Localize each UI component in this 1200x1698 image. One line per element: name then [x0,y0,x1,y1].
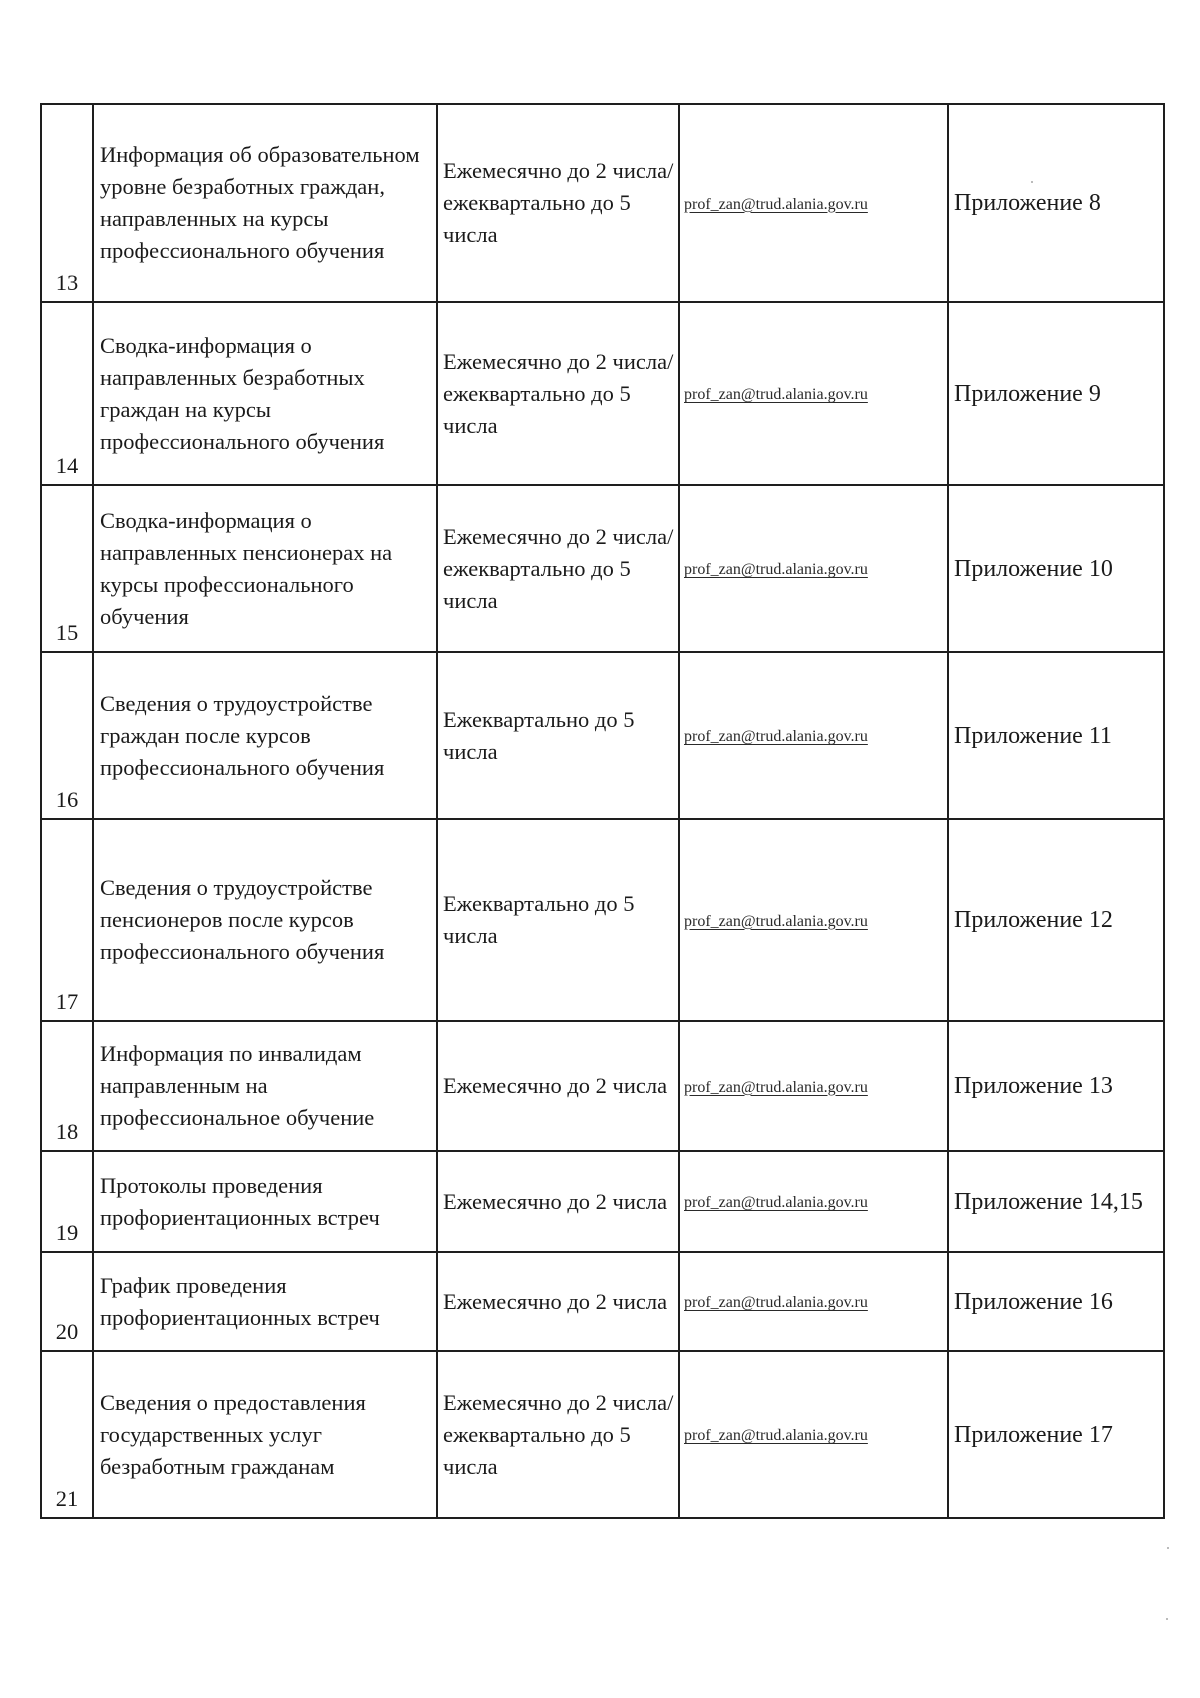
row-number: 13 [41,104,93,302]
appendix-cell [948,819,1164,1021]
report-period: Ежемесячно до 2 числа [437,1021,679,1151]
email-cell [679,1021,948,1151]
table-row [41,1021,1164,1151]
email-link[interactable]: prof_zan@trud.alania.gov.ru [684,1194,868,1211]
email-link[interactable]: prof_zan@trud.alania.gov.ru [684,1078,868,1096]
email-cell [679,1351,948,1518]
table-row [41,485,1164,652]
appendix-cell [948,652,1164,819]
appendix-cell [948,1021,1164,1151]
table-row [41,819,1164,1021]
appendix-label: Приложение 10 [954,555,1113,582]
appendix-cell [948,1151,1164,1252]
table-row [41,1252,1164,1351]
appendix-cell [948,1351,1164,1518]
report-name: График проведения профориентационных встреч [93,1252,437,1351]
email-cell [679,1151,948,1252]
appendix-cell [948,485,1164,652]
email-link[interactable]: prof_zan@trud.alania.gov.ru [684,561,868,578]
appendix-cell [948,1252,1164,1351]
report-name: Информация по инвалидам направленным на профессиональное обучение [93,1021,437,1151]
scan-speck [1031,181,1033,183]
email-cell [679,1252,948,1351]
email-link[interactable]: prof_zan@trud.alania.gov.ru [684,912,868,930]
email-cell [679,104,948,302]
report-name: Сведения о трудоустройстве пенсионеров после курсов профессионального обучения [93,819,437,1021]
report-period: Ежеквартально до 5 числа [437,652,679,819]
row-number: 15 [41,485,93,652]
row-number: 20 [41,1252,93,1351]
report-name: Протоколы проведения профориентационных встреч [93,1151,437,1252]
email-cell [679,652,948,819]
email-link[interactable]: prof_zan@trud.alania.gov.ru [684,1427,868,1444]
reporting-table [40,103,1165,1519]
email-link[interactable]: prof_zan@trud.alania.gov.ru [684,386,868,403]
appendix-label: Приложение 13 [954,1073,1113,1099]
appendix-label: Приложение 14,15 [954,1188,1143,1215]
row-number: 19 [41,1151,93,1252]
row-number: 18 [41,1021,93,1151]
email-cell [679,302,948,485]
email-link[interactable]: prof_zan@trud.alania.gov.ru [684,728,868,745]
report-name: Сводка-информация о направленных пенсионерах на курсы профессионального обучения [93,485,437,652]
report-name: Информация об образовательном уровне безработных граждан, направленных на курсы профессионального обучения [93,104,437,302]
report-period: Ежемесячно до 2 числа/ ежеквартально до 5 числа [437,1351,679,1518]
appendix-label: Приложение 12 [954,907,1113,933]
appendix-cell [948,302,1164,485]
email-link[interactable]: prof_zan@trud.alania.gov.ru [684,1294,868,1311]
report-period: Ежемесячно до 2 числа [437,1151,679,1252]
row-number: 21 [41,1351,93,1518]
row-number: 17 [41,819,93,1021]
report-period: Ежемесячно до 2 числа/ ежеквартально до 5 числа [437,485,679,652]
table-row [41,104,1164,302]
report-name: Сведения о предоставления государственных услуг безработным гражданам [93,1351,437,1518]
appendix-label: Приложение 8 [954,190,1101,216]
report-period: Ежемесячно до 2 числа [437,1252,679,1351]
email-cell [679,819,948,1021]
appendix-cell [948,104,1164,302]
appendix-label: Приложение 9 [954,380,1101,407]
table-row [41,1151,1164,1252]
report-period: Ежемесячно до 2 числа/ ежеквартально до 5 числа [437,104,679,302]
appendix-label: Приложение 17 [954,1421,1113,1448]
email-link[interactable]: prof_zan@trud.alania.gov.ru [684,195,868,213]
report-period: Ежемесячно до 2 числа/ ежеквартально до 5 числа [437,302,679,485]
row-number: 14 [41,302,93,485]
appendix-label: Приложение 16 [954,1288,1113,1315]
appendix-label: Приложение 11 [954,722,1112,749]
email-cell [679,485,948,652]
report-name: Сводка-информация о направленных безработных граждан на курсы профессионального обучения [93,302,437,485]
report-period: Ежеквартально до 5 числа [437,819,679,1021]
row-number: 16 [41,652,93,819]
scan-speck [1167,1547,1169,1549]
table-row [41,1351,1164,1518]
report-name: Сведения о трудоустройстве граждан после курсов профессионального обучения [93,652,437,819]
table-row [41,652,1164,819]
table-row [41,302,1164,485]
scan-speck [1166,1618,1168,1620]
